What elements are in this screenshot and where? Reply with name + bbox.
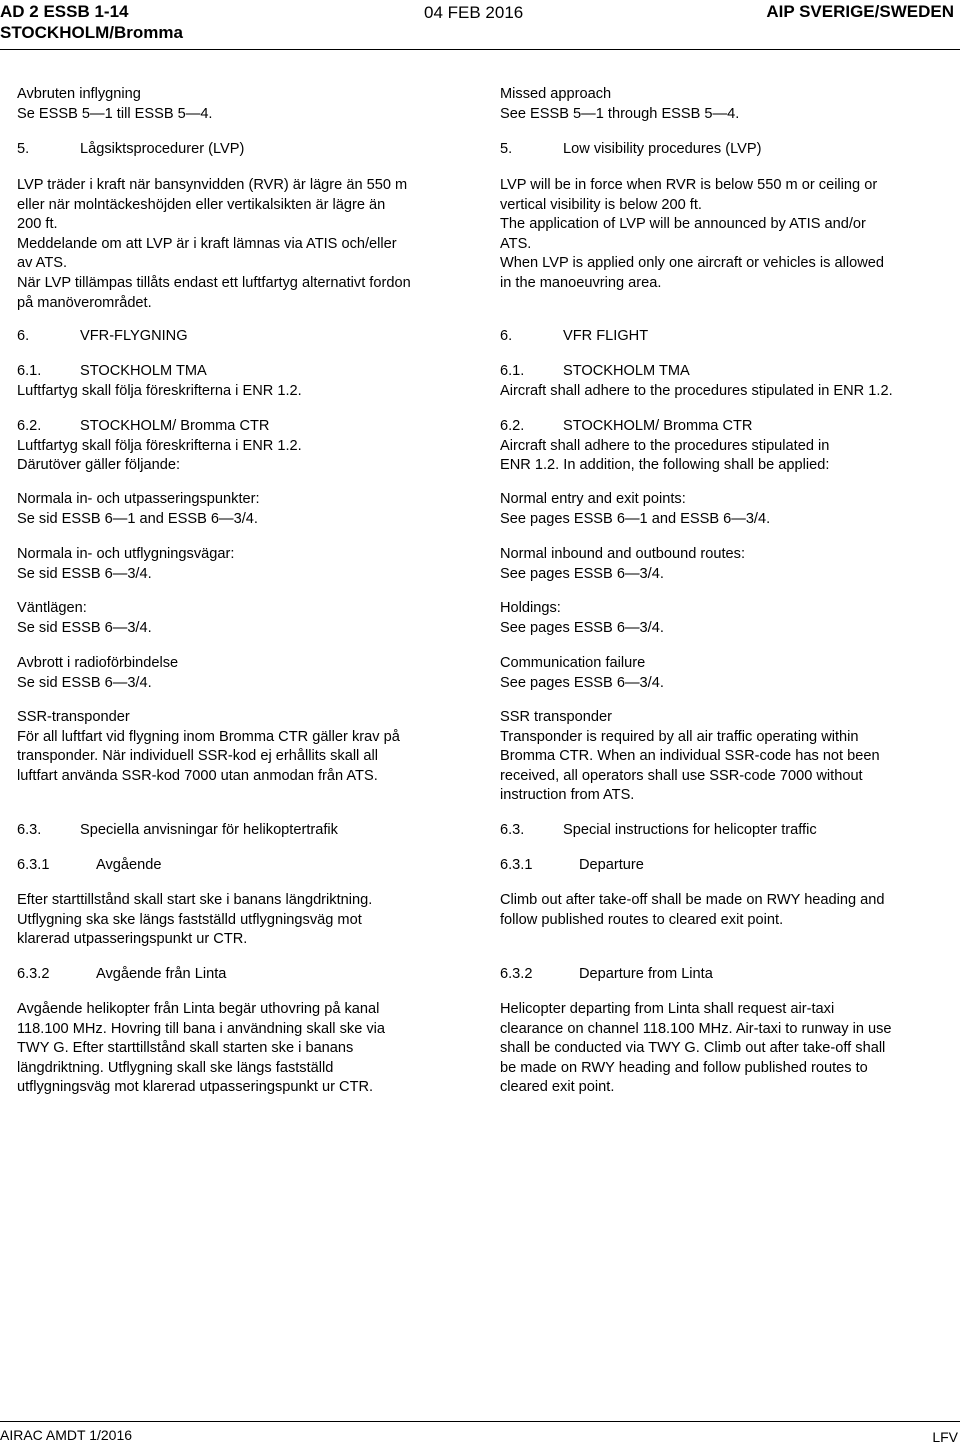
en-entry-points xyxy=(500,490,955,529)
en-s632-number: 6.3.2 xyxy=(500,966,533,982)
sv-section-6-3-1-heading xyxy=(17,856,482,876)
en-s631-line: follow published routes to cleared exit point. xyxy=(500,911,784,928)
sv-routes-ref: Se sid ESSB 6—3/4. xyxy=(17,565,152,582)
header-divider xyxy=(0,49,960,50)
sv-s5-line: 200 ft. xyxy=(17,216,58,233)
sv-s5-line: på manöverområdet. xyxy=(17,294,152,311)
sv-s5-line: av ATS. xyxy=(17,255,68,272)
sv-section-6-3-1-text xyxy=(17,891,482,950)
sv-s63-number: 6.3. xyxy=(17,822,42,838)
en-comm-title: Communication failure xyxy=(500,655,646,671)
sv-s62-line: Därutöver gäller följande: xyxy=(17,457,181,474)
en-section-6-title: VFR FLIGHT xyxy=(563,328,649,344)
sv-s63-title: Speciella anvisningar för helikoptertrafik xyxy=(80,822,338,838)
en-section-6-1 xyxy=(500,362,955,401)
en-missed-ref: See ESSB 5—1 through ESSB 5—4. xyxy=(500,105,740,122)
sv-missed-ref: Se ESSB 5—1 till ESSB 5—4. xyxy=(17,105,213,122)
en-section-6-number: 6. xyxy=(500,328,513,344)
sv-section-5-title: Lågsiktsprocedurer (LVP) xyxy=(80,141,245,157)
sv-s632-title: Avgående från Linta xyxy=(96,966,227,982)
en-s62-number: 6.2. xyxy=(500,418,525,434)
sv-section-5-number: 5. xyxy=(17,141,30,157)
en-section-6-3-2-text xyxy=(500,1000,955,1098)
en-s5-line: LVP will be in force when RVR is below 550 m or ceiling or xyxy=(500,177,878,193)
sv-s631-line: Utflygning ska ske längs fastställd utflygningsväg mot xyxy=(17,911,362,928)
sv-s61-number: 6.1. xyxy=(17,363,42,379)
sv-s631-title: Avgående xyxy=(96,857,162,873)
en-section-6-3-2-heading xyxy=(500,965,955,985)
en-section-6-3-heading xyxy=(500,821,955,841)
header-left xyxy=(0,1,183,43)
en-comm-ref: See pages ESSB 6—3/4. xyxy=(500,674,664,691)
header-date: 04 FEB 2016 xyxy=(424,3,524,22)
en-ssr-line: Bromma CTR. When an individual SSR-code has not been xyxy=(500,748,880,765)
en-section-5-title: Low visibility procedures (LVP) xyxy=(563,141,762,157)
en-s631-line: Climb out after take-off shall be made on RWY heading and xyxy=(500,892,885,908)
sv-section-5-heading xyxy=(17,140,482,160)
en-s632-title: Departure from Linta xyxy=(579,966,713,982)
sv-s632-line: Avgående helikopter från Linta begär uthovring på kanal xyxy=(17,1001,380,1017)
sv-entry-title: Normala in- och utpasseringspunkter: xyxy=(17,491,260,507)
sv-s631-number: 6.3.1 xyxy=(17,857,50,873)
en-ssr xyxy=(500,708,955,806)
sv-section-6-number: 6. xyxy=(17,328,30,344)
en-section-5-text xyxy=(500,176,955,294)
sv-routes xyxy=(17,545,482,584)
sv-entry-points xyxy=(17,490,482,529)
sv-s5-line: eller när molntäckeshöjden eller vertikalsikten är lägre än xyxy=(17,196,386,213)
en-s5-line: ATS. xyxy=(500,235,532,252)
en-ssr-title: SSR transponder xyxy=(500,709,612,725)
en-section-5-number: 5. xyxy=(500,141,513,157)
en-s62-line: Aircraft shall adhere to the procedures stipulated in xyxy=(500,437,830,454)
en-s632-line: clearance on channel 118.100 MHz. Air-taxi to runway in use xyxy=(500,1020,892,1037)
sv-ssr-line: För all luftfart vid flygning inom Bromma CTR gäller krav på xyxy=(17,728,400,745)
sv-s632-line: utflygningsväg mot klarerad utpasseringspunkt ur CTR. xyxy=(17,1079,374,1096)
en-s631-title: Departure xyxy=(579,857,644,873)
sv-s61-title: STOCKHOLM TMA xyxy=(80,363,207,379)
en-s63-number: 6.3. xyxy=(500,822,525,838)
en-s632-line: shall be conducted via TWY G. Climb out after take-off shall xyxy=(500,1040,886,1057)
en-s61-text: Aircraft shall adhere to the procedures stipulated in ENR 1.2. xyxy=(500,382,893,399)
sv-ssr-line: luftfart använda SSR-kod 7000 utan anmodan från ATS. xyxy=(17,767,378,784)
en-s63-title: Special instructions for helicopter traffic xyxy=(563,822,817,838)
en-section-6-3-1-heading xyxy=(500,856,955,876)
footer-publisher: LFV xyxy=(932,1429,958,1445)
en-ssr-line: Transponder is required by all air traffic operating within xyxy=(500,728,859,745)
en-s62-title: STOCKHOLM/ Bromma CTR xyxy=(563,418,753,434)
sv-hold-ref: Se sid ESSB 6—3/4. xyxy=(17,619,152,636)
en-missed-approach xyxy=(500,85,955,124)
sv-s62-number: 6.2. xyxy=(17,418,42,434)
en-hold-ref: See pages ESSB 6—3/4. xyxy=(500,619,664,636)
footer-divider xyxy=(0,1421,960,1422)
sv-hold-title: Väntlägen: xyxy=(17,600,87,616)
footer-amendment: AIRAC AMDT 1/2016 xyxy=(0,1427,133,1443)
en-section-5-heading xyxy=(500,140,955,160)
sv-section-6-3-heading xyxy=(17,821,482,841)
header-publication: AIP SVERIGE/SWEDEN xyxy=(766,2,954,21)
sv-section-6-heading xyxy=(17,327,482,347)
en-comm-failure xyxy=(500,654,955,693)
en-holdings xyxy=(500,599,955,638)
en-s632-line: be made on RWY heading and follow published routes to xyxy=(500,1059,868,1076)
sv-section-6-1 xyxy=(17,362,482,401)
sv-comm-title: Avbrott i radioförbindelse xyxy=(17,655,179,671)
en-hold-title: Holdings: xyxy=(500,600,561,616)
sv-section-6-3-2-text xyxy=(17,1000,482,1098)
page-header xyxy=(0,0,960,50)
en-routes-title: Normal inbound and outbound routes: xyxy=(500,546,746,562)
en-s5-line: vertical visibility is below 200 ft. xyxy=(500,196,702,213)
en-s632-line: Helicopter departing from Linta shall request air-taxi xyxy=(500,1001,835,1017)
en-s62-line: ENR 1.2. In addition, the following shall be applied: xyxy=(500,457,830,474)
sv-s632-line: längdriktning. Utflygning skall ske längs fastställd xyxy=(17,1059,334,1076)
en-s5-line: When LVP is applied only one aircraft or vehicles is allowed xyxy=(500,255,884,272)
header-aerodrome: STOCKHOLM/Bromma xyxy=(0,23,183,42)
sv-s631-line: Efter starttillstånd skall start ske i banans längdriktning. xyxy=(17,892,373,908)
sv-s5-line: LVP träder i kraft när bansynvidden (RVR) är lägre än 550 m xyxy=(17,177,408,193)
sv-section-6-2 xyxy=(17,417,482,476)
en-s631-number: 6.3.1 xyxy=(500,857,533,873)
en-s5-line: in the manoeuvring area. xyxy=(500,274,662,291)
sv-comm-failure xyxy=(17,654,482,693)
sv-holdings xyxy=(17,599,482,638)
sv-comm-ref: Se sid ESSB 6—3/4. xyxy=(17,674,152,691)
en-routes-ref: See pages ESSB 6—3/4. xyxy=(500,565,664,582)
sv-section-5-text xyxy=(17,176,482,313)
en-ssr-line: instruction from ATS. xyxy=(500,787,635,804)
en-section-6-heading xyxy=(500,327,955,347)
sv-ssr-title: SSR-transponder xyxy=(17,709,130,725)
sv-s631-line: klarerad utpasseringspunkt ur CTR. xyxy=(17,931,248,948)
en-ssr-line: received, all operators shall use SSR-code 7000 without xyxy=(500,767,863,784)
en-s632-line: cleared exit point. xyxy=(500,1079,615,1096)
en-section-6-3-1-text xyxy=(500,891,955,930)
sv-section-6-title: VFR-FLYGNING xyxy=(80,328,188,344)
header-doc-ref: AD 2 ESSB 1-14 xyxy=(0,2,129,21)
sv-ssr xyxy=(17,708,482,786)
sv-s5-line: Meddelande om att LVP är i kraft lämnas via ATIS och/eller xyxy=(17,235,397,252)
en-s5-line: The application of LVP will be announced by ATIS and/or xyxy=(500,216,866,233)
en-section-6-2 xyxy=(500,417,955,476)
sv-s62-line: Luftfartyg skall följa föreskrifterna i ENR 1.2. xyxy=(17,437,302,454)
sv-s61-text: Luftfartyg skall följa föreskrifterna i ENR 1.2. xyxy=(17,382,302,399)
sv-entry-ref: Se sid ESSB 6—1 and ESSB 6—3/4. xyxy=(17,510,258,527)
sv-missed-approach xyxy=(17,85,482,124)
sv-s632-line: TWY G. Efter starttillstånd skall starten ske i banans xyxy=(17,1040,354,1057)
sv-s632-line: 118.100 MHz. Hovring till bana i användning skall ske via xyxy=(17,1020,386,1037)
sv-routes-title: Normala in- och utflygningsvägar: xyxy=(17,546,235,562)
sv-s62-title: STOCKHOLM/ Bromma CTR xyxy=(80,418,270,434)
sv-section-6-3-2-heading xyxy=(17,965,482,985)
en-routes xyxy=(500,545,955,584)
en-missed-title: Missed approach xyxy=(500,86,612,102)
en-entry-ref: See pages ESSB 6—1 and ESSB 6—3/4. xyxy=(500,510,771,527)
sv-missed-title: Avbruten inflygning xyxy=(17,86,141,102)
sv-s5-line: När LVP tillämpas tillåts endast ett luftfartyg alternativt fordon xyxy=(17,274,411,291)
en-entry-title: Normal entry and exit points: xyxy=(500,491,686,507)
sv-s632-number: 6.3.2 xyxy=(17,966,50,982)
sv-ssr-line: transponder. När individuell SSR-kod ej erhållits skall all xyxy=(17,748,378,765)
en-s61-title: STOCKHOLM TMA xyxy=(563,363,690,379)
en-s61-number: 6.1. xyxy=(500,363,525,379)
